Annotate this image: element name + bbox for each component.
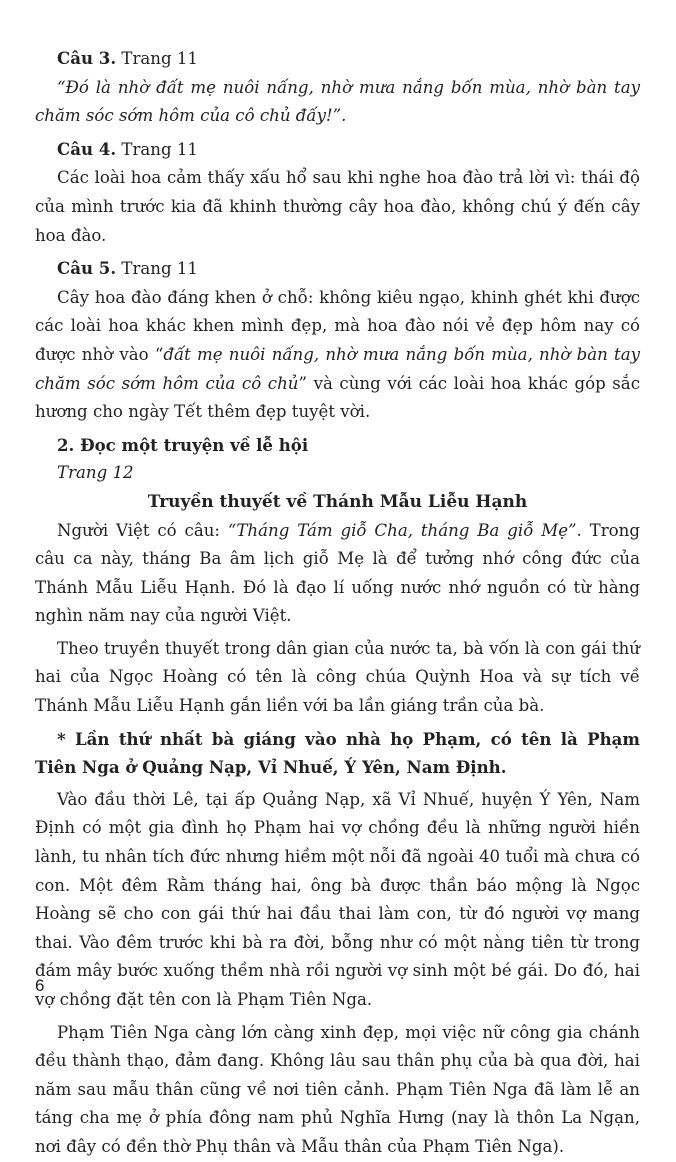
question-page-ref: Trang 11 [116,259,198,279]
answer-quote: đất mẹ nuôi nấng, nhờ mưa nắng bốn mùa, nhờ bàn tay chăm sóc sớm hôm của cô chủ [35,344,640,393]
paragraph-text: . Trong câu ca này, tháng Ba âm lịch giỗ Mẹ là để tưởng nhớ công đức của Thánh Mẫu Liễu Hạnh. Đó là đạo lí uống nước nhớ nguồn có từ hàng nghìn năm nay của người Việt. [35,520,640,626]
section-page-ref: Trang 12 [57,463,134,483]
document-page [35,44,640,1162]
question-label: Câu 3. [57,48,117,68]
question-page-ref: Trang 11 [116,49,198,68]
story-title: Truyền thuyết về Thánh Mẫu Liễu Hạnh [147,491,528,512]
question-label: Câu 5. [57,258,117,279]
story-subheading: * Lần thứ nhất bà giáng vào nhà họ Phạm, có tên là Phạm Tiên Nga ở Quảng Nạp, Vỉ Nhuế, Ý Yên, Nam Định. [35,728,640,778]
page-number: 6 [35,976,45,995]
proverb-quote: “Tháng Tám giỗ Cha, tháng Ba giỗ Mẹ” [227,520,577,540]
answer-text: Cây hoa đào đáng khen ở chỗ: không kiêu ngạo, khinh ghét khi được các loài hoa khác khen mình đẹp, mà hoa đào nói vẻ đẹp hôm nay có được nhờ vào “ [35,287,640,364]
answer-text: ” và cùng với các loài hoa khác góp sắc hương cho ngày Tết thêm đẹp tuyệt vời. [35,373,640,422]
story-paragraph-4: Phạm Tiên Nga càng lớn càng xinh đẹp, mọi việc nữ công gia chánh đều thành thạo, đảm đang. Không lâu sau thân phụ của bà qua đời, hai năm sau mẫu thân cũng về nơi tiên cảnh. Phạm Tiên Nga đã làm lễ an táng cha mẹ ở phía đông nam phủ Nghĩa Hưng (nay là thôn La Ngạn, nơi đây có đền thờ Phụ thân và Mẫu thân của Phạm Tiên Nga). [35,1022,640,1156]
question-3-heading [35,44,640,74]
question-page-ref: Trang 11 [116,139,198,159]
question-5-answer [35,284,640,427]
question-5-heading [35,254,640,284]
paragraph-text: Người Việt có câu: [57,520,228,540]
story-paragraph-3: Vào đầu thời Lê, tại ấp Quảng Nạp, xã Vỉ Nhuế, huyện Ý Yên, Nam Định có một gia đình họ Phạm hai vợ chồng đều là những người hiền lành, tu nhân tích đức nhưng hiềm một nỗi đã ngoài 40 tuổi mà chưa có con. Một đêm Rằm tháng hai, ông bà được thần báo mộng là Ngọc Hoàng sẽ cho con gái thứ hai đầu thai làm con, từ đó người vợ mang thai. Vào đêm trước khi bà ra đời, bỗng như có một nàng tiên từ trong đám mây bước xuống thềm nhà rồi người vợ sinh một bé gái. Do đó, hai vợ chồng đặt tên con là Phạm Tiên Nga. [35,789,640,1009]
story-paragraph-1 [35,517,640,631]
question-label: Câu 4. [57,138,117,159]
question-3-answer: “Đó là nhờ đất mẹ nuôi nấng, nhờ mưa nắng bốn mùa, nhờ bàn tay chăm sóc sớm hôm của cô chủ đấy!”. [35,77,640,126]
question-4-answer: Các loài hoa cảm thấy xấu hổ sau khi nghe hoa đào trả lời vì: thái độ của mình trước kia đã khinh thường cây hoa đào, không chú ý đến cây hoa đào. [35,168,640,245]
section-heading: 2. Đọc một truyện về lễ hội [57,434,309,455]
story-paragraph-2: Theo truyền thuyết trong dân gian của nước ta, bà vốn là con gái thứ hai của Ngọc Hoàng có tên là công chúa Quỳnh Hoa và sự tích về Thánh Mẫu Liễu Hạnh gắn liền với ba lần giáng trần của bà. [35,638,640,716]
question-4-heading [35,135,640,165]
